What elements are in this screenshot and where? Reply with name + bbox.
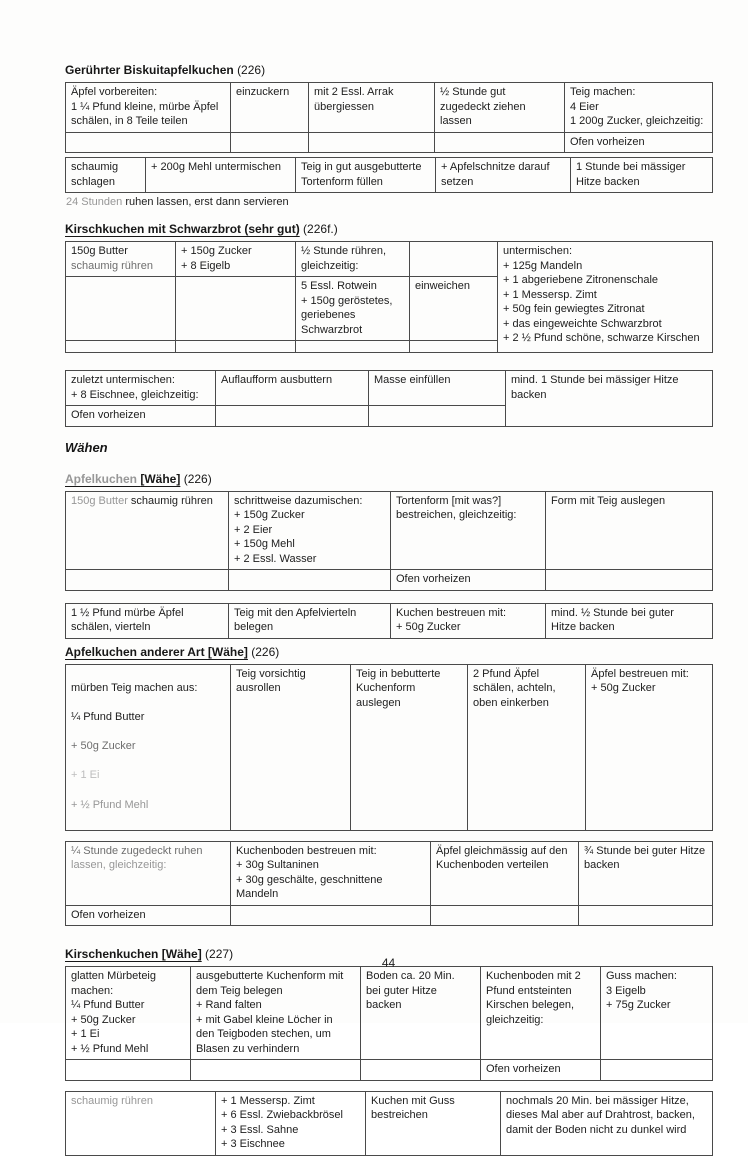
empty-cell xyxy=(216,406,369,427)
page-ref: (226f.) xyxy=(303,222,338,237)
step-cell: 1 Stunde bei mässiger Hitze backen xyxy=(571,158,713,193)
empty-cell xyxy=(579,905,713,926)
recipe-table-anderer-art-2 xyxy=(65,841,713,927)
step-cell: Teig vorsichtig ausrollen xyxy=(231,664,351,830)
step-cell: Teig in bebutterte Kuchenform auslegen xyxy=(351,664,468,830)
step-cell: 2 Pfund Äpfel schälen, achteln, oben einkerben xyxy=(468,664,586,830)
step-cell: mind. 1 Stunde bei mässiger Hitze backen xyxy=(506,371,713,427)
step-cell: Teig mit den Apfelvierteln belegen xyxy=(229,603,391,638)
step-cell: Kuchen bestreuen mit: + 50g Zucker xyxy=(391,603,546,638)
recipe-table-apfelkuchen-2 xyxy=(65,603,713,639)
recipe-title-geruehrter-biskuitapfelkuchen xyxy=(65,63,713,77)
recipe-title-text: Kirschkuchen mit Schwarzbrot (sehr gut) xyxy=(65,222,300,237)
page-ref: (227) xyxy=(205,947,234,962)
empty-cell xyxy=(191,1060,361,1081)
step-cell: schaumig schlagen xyxy=(66,158,146,193)
recipe-note xyxy=(66,196,713,208)
oven-preheat-cell: Ofen vorheizen xyxy=(391,570,546,591)
recipe-table-biskuitapfelkuchen-1 xyxy=(65,82,713,153)
empty-cell xyxy=(66,570,229,591)
step-cell: mind. ½ Stunde bei guter Hitze backen xyxy=(546,603,713,638)
empty-cell xyxy=(66,132,231,153)
recipe-table-kirschenkuchen-2 xyxy=(65,1091,713,1156)
recipe-title-text xyxy=(65,472,180,486)
empty-cell xyxy=(229,570,391,591)
recipe-title-text: Apfelkuchen anderer Art [Wähe] xyxy=(65,644,248,659)
recipe-table-kirschenkuchen-1 xyxy=(65,966,713,1081)
recipe-table-apfelkuchen-1 xyxy=(65,491,713,591)
step-cell: + 1 Messersp. Zimt + 6 Essl. Zwiebackbrösel + 3 Essl. Sahne + 3 Eischnee xyxy=(216,1091,366,1155)
step-faded-text: schaumig rühren xyxy=(71,1094,153,1107)
step-cell: ¾ Stunde bei guter Hitze backen xyxy=(579,841,713,905)
empty-cell xyxy=(309,132,435,153)
recipe-table-kirschkuchen-2 xyxy=(65,370,713,427)
empty-cell xyxy=(361,1060,481,1081)
step-cell: 5 Essl. Rotwein + 150g geröstetes, geriebenes Schwarzbrot xyxy=(296,277,410,341)
step-cell xyxy=(66,491,229,570)
empty-cell xyxy=(66,277,176,341)
note-faded-text: 24 Stunden xyxy=(66,196,123,209)
recipe-title-text: Kirschenkuchen [Wähe] xyxy=(65,947,202,962)
recipe-title-kirschkuchen-schwarzbrot xyxy=(65,222,713,236)
recipe-title-faded-part: Apfelkuchen xyxy=(65,471,138,486)
empty-cell xyxy=(176,341,296,353)
step-cell: Kuchen mit Guss bestreichen xyxy=(366,1091,501,1155)
step-cell: Teig in gut ausgebutterte Tortenform füllen xyxy=(296,158,436,193)
step-cell: Äpfel bestreuen mit: + 50g Zucker xyxy=(586,664,713,830)
empty-cell xyxy=(435,132,565,153)
step-cell: Tortenform [mit was?] bestreichen, gleichzeitig: xyxy=(391,491,546,570)
recipe-title-apfelkuchen-anderer-art xyxy=(65,645,713,659)
recipe-title-apfelkuchen-waehe xyxy=(65,472,713,486)
note-text: ruhen lassen, erst dann servieren xyxy=(122,196,289,209)
step-cell: ½ Stunde gut zugedeckt ziehen lassen xyxy=(435,83,565,133)
section-heading-waehen: Wähen xyxy=(65,439,108,455)
empty-cell xyxy=(410,341,498,353)
oven-preheat-cell: Ofen vorheizen xyxy=(481,1060,601,1081)
step-cell xyxy=(66,664,231,830)
recipe-table-biskuitapfelkuchen-2 xyxy=(65,157,713,193)
page-ref: (226) xyxy=(183,471,212,486)
step-cell: mit 2 Essl. Arrak übergiessen xyxy=(309,83,435,133)
step-cell xyxy=(66,1091,216,1155)
empty-cell xyxy=(231,905,431,926)
step-line: lassen, gleichzeitig: xyxy=(71,859,167,872)
step-cell: Guss machen: 3 Eigelb + 75g Zucker xyxy=(601,967,713,1060)
step-cell: untermischen: + 125g Mandeln + 1 abgeriebene Zitronenschale + 1 Messersp. Zimt + 50g fein gewiegtes Zitronat + das eingeweichte Schwarzbrot + 2 ½ Pfund schöne, schwarze Kirschen xyxy=(498,242,713,353)
step-cell: glatten Mürbeteig machen: ¼ Pfund Butter + 50g Zucker + 1 Ei + ½ Pfund Mehl xyxy=(66,967,191,1060)
recipe-table-kirschkuchen-1 xyxy=(65,241,713,353)
step-cell: Teig machen: 4 Eier 1 200g Zucker, gleichzeitig: xyxy=(565,83,713,133)
recipe-title-text: Gerührter Biskuitapfelkuchen xyxy=(65,63,234,77)
empty-cell xyxy=(546,570,713,591)
step-cell: Kuchenboden mit 2 Pfund entsteinten Kirschen belegen, gleichzeitig: xyxy=(481,967,601,1060)
page-number: 44 xyxy=(381,956,396,970)
step-cell: 1 ½ Pfund mürbe Äpfel schälen, vierteln xyxy=(66,603,229,638)
step-cell xyxy=(66,242,176,277)
empty-cell xyxy=(176,277,296,341)
empty-cell xyxy=(601,1060,713,1081)
empty-cell xyxy=(66,341,176,353)
step-line: ¼ Pfund Butter xyxy=(71,711,145,724)
step-cell: + 150g Zucker + 8 Eigelb xyxy=(176,242,296,277)
step-cell: zuletzt untermischen: + 8 Eischnee, gleichzeitig: xyxy=(66,371,216,406)
step-cell xyxy=(66,841,231,905)
step-cell: Masse einfüllen xyxy=(369,371,506,406)
empty-cell xyxy=(410,242,498,277)
recipe-title-bold-part: [Wähe] xyxy=(140,471,181,486)
step-cell: + 200g Mehl untermischen xyxy=(146,158,296,193)
step-cell: schrittweise dazumischen: + 150g Zucker + 2 Eier + 150g Mehl + 2 Essl. Wasser xyxy=(229,491,391,570)
step-faded-text: 150g Butter xyxy=(71,494,128,507)
empty-cell xyxy=(431,905,579,926)
step-cell: + Apfelschnitze darauf setzen xyxy=(436,158,571,193)
page-ref: (226) xyxy=(251,644,280,659)
step-cell: Äpfel vorbereiten: 1 ¼ Pfund kleine, mürbe Äpfel schälen, in 8 Teile teilen xyxy=(66,83,231,133)
empty-cell xyxy=(231,132,309,153)
oven-preheat-cell: Ofen vorheizen xyxy=(66,905,231,926)
step-cell: Boden ca. 20 Min. bei guter Hitze backen xyxy=(361,967,481,1060)
empty-cell xyxy=(296,341,410,353)
step-text: schaumig rühren xyxy=(127,494,213,507)
step-cell: Auflaufform ausbuttern xyxy=(216,371,369,406)
step-cell: einweichen xyxy=(410,277,498,341)
step-cell: nochmals 20 Min. bei mässiger Hitze, dieses Mal aber auf Drahtrost, backen, damit der Boden nicht zu dunkel wird xyxy=(501,1091,713,1155)
step-line: + 50g Zucker xyxy=(71,740,136,753)
step-line: mürben Teig machen aus: xyxy=(71,682,198,695)
step-line: ¼ Stunde zugedeckt ruhen xyxy=(71,844,203,857)
step-cell: Kuchenboden bestreuen mit: + 30g Sultaninen + 30g geschälte, geschnittene Mandeln xyxy=(231,841,431,905)
step-cell: ausgebutterte Kuchenform mit dem Teig belegen + Rand falten + mit Gabel kleine Löcher in den Teigboden stechen, um Blasen zu verhindern xyxy=(191,967,361,1060)
page-ref: (226) xyxy=(237,63,266,77)
empty-cell xyxy=(369,406,506,427)
recipe-table-anderer-art-1 xyxy=(65,664,713,831)
step-cell: Form mit Teig auslegen xyxy=(546,491,713,570)
empty-cell xyxy=(66,1060,191,1081)
step-line: + ½ Pfund Mehl xyxy=(71,798,149,811)
step-cell: ½ Stunde rühren, gleichzeitig: xyxy=(296,242,410,277)
step-line: + 1 Ei xyxy=(71,769,100,782)
page-content xyxy=(65,63,713,1156)
step-line: schaumig rühren xyxy=(71,259,153,272)
step-line: 150g Butter xyxy=(71,245,128,258)
oven-preheat-cell: Ofen vorheizen xyxy=(66,406,216,427)
step-cell: einzuckern xyxy=(231,83,309,133)
step-cell: Äpfel gleichmässig auf den Kuchenboden verteilen xyxy=(431,841,579,905)
oven-preheat-cell: Ofen vorheizen xyxy=(565,132,713,153)
